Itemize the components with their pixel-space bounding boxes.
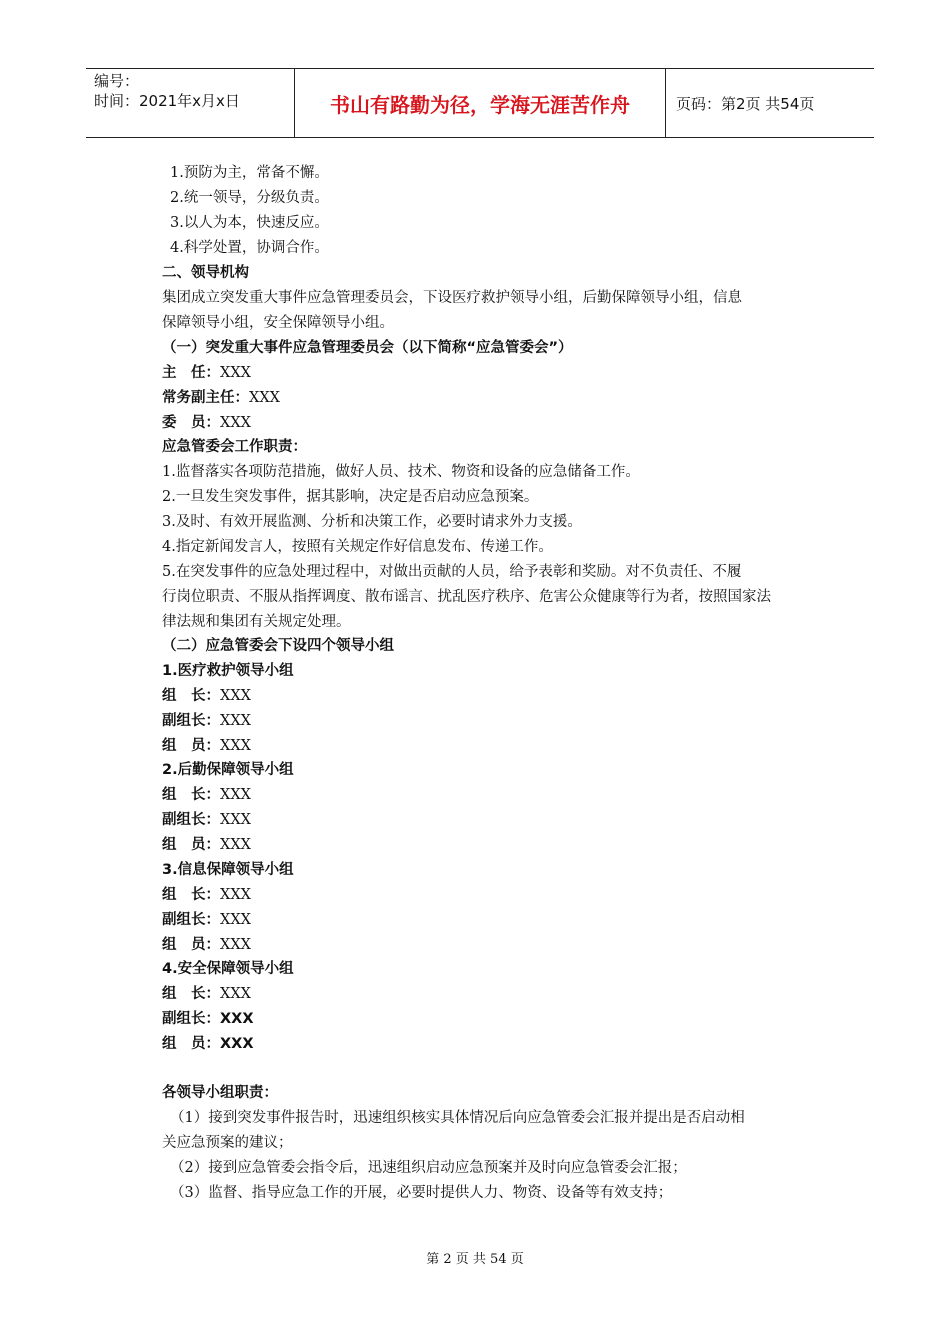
header-motto: 书山有路勤为径，学海无涯苦作舟 <box>295 69 666 137</box>
member-row <box>162 984 251 1004</box>
role-value: XXX <box>220 887 251 903</box>
role-label: 主 任： <box>162 365 220 381</box>
role-value: XXX <box>220 912 251 928</box>
member-row <box>162 885 251 905</box>
duty-item-cont: 律法规和集团有关规定处理。 <box>162 614 351 630</box>
principle-2: 2.统一领导，分级负责。 <box>170 190 329 206</box>
role-value: XXX <box>220 812 251 828</box>
member-row <box>162 388 280 408</box>
role-label: 组 员： <box>162 1036 220 1052</box>
section-heading: 二、领导机构 <box>162 265 249 281</box>
role-value: XXX <box>220 1036 254 1052</box>
page-footer: 第 2 页 共 54 页 <box>426 1252 524 1267</box>
role-value: XXX <box>220 738 251 754</box>
role-value: XXX <box>220 713 251 729</box>
group-heading: 2.后勤保障领导小组 <box>162 762 294 778</box>
duty-item: 3.及时、有效开展监测、分析和决策工作，必要时请求外力支援。 <box>162 514 582 530</box>
header-meta <box>86 69 295 137</box>
duty-item: 5.在突发事件的应急处理过程中，对做出贡献的人员，给予表彰和奖励。对不负责任、不履 <box>162 564 742 580</box>
role-label: 副组长： <box>162 912 220 928</box>
page-header <box>86 68 874 138</box>
subsection-heading: （一）突发重大事件应急管理委员会（以下简称“应急管委会”） <box>162 340 573 356</box>
duty-item: （3）监督、指导应急工作的开展，必要时提供人力、物资、设备等有效支持； <box>170 1185 673 1201</box>
role-value: XXX <box>220 937 251 953</box>
role-label: 常务副主任： <box>162 390 249 406</box>
time-label: 时间：2021年x月x日 <box>94 92 240 110</box>
group-heading: 3.信息保障领导小组 <box>162 862 294 878</box>
duty-item: （1）接到突发事件报告时，迅速组织核实具体情况后向应急管委会汇报并提出是否启动相 <box>170 1110 745 1126</box>
role-value: XXX <box>220 688 251 704</box>
group-heading: 4.安全保障领导小组 <box>162 961 294 977</box>
role-value: XXX <box>249 390 280 406</box>
role-label: 组 长： <box>162 688 220 704</box>
role-label: 副组长： <box>162 1011 220 1027</box>
role-label: 副组长： <box>162 713 220 729</box>
member-row <box>162 736 251 756</box>
role-label: 组 长： <box>162 986 220 1002</box>
role-value: XXX <box>220 986 251 1002</box>
principle-3: 3.以人为本，快速反应。 <box>170 215 329 231</box>
group-duties-heading: 各领导小组职责： <box>162 1085 278 1101</box>
number-label: 编号： <box>94 72 140 90</box>
member-row <box>162 810 251 830</box>
role-label: 组 员： <box>162 837 220 853</box>
paragraph-line: 集团成立突发重大事件应急管理委员会，下设医疗救护领导小组，后勤保障领导小组，信息 <box>162 290 742 306</box>
group-heading: 1.医疗救护领导小组 <box>162 663 294 679</box>
header-page-info: 页码：第2页 共54页 <box>676 94 815 113</box>
member-row <box>162 363 251 383</box>
role-label: 委 员： <box>162 415 220 431</box>
role-label: 组 长： <box>162 887 220 903</box>
member-row <box>162 935 251 955</box>
duty-item-cont: 行岗位职责、不服从指挥调度、散布谣言、扰乱医疗秩序、危害公众健康等行为者，按照国家法 <box>162 589 771 605</box>
principle-1: 1.预防为主，常备不懈。 <box>170 165 329 181</box>
role-label: 副组长： <box>162 812 220 828</box>
member-row <box>162 686 251 706</box>
role-value: XXX <box>220 837 251 853</box>
role-value: XXX <box>220 1011 254 1027</box>
duties-heading: 应急管委会工作职责： <box>162 439 307 455</box>
principle-4: 4.科学处置，协调合作。 <box>170 240 329 256</box>
member-row <box>162 785 251 805</box>
duty-item: （2）接到应急管委会指令后，迅速组织启动应急预案并及时向应急管委会汇报； <box>170 1160 687 1176</box>
role-label: 组 员： <box>162 738 220 754</box>
role-value: XXX <box>220 787 251 803</box>
role-value: XXX <box>220 415 251 431</box>
role-label: 组 员： <box>162 937 220 953</box>
member-row <box>162 413 251 433</box>
member-row <box>162 1009 254 1029</box>
role-label: 组 长： <box>162 787 220 803</box>
paragraph-line: 保障领导小组，安全保障领导小组。 <box>162 315 394 331</box>
member-row <box>162 1034 254 1054</box>
role-value: XXX <box>220 365 251 381</box>
member-row <box>162 910 251 930</box>
duty-item-cont: 关应急预案的建议； <box>162 1135 293 1151</box>
duty-item: 1.监督落实各项防范措施，做好人员、技术、物资和设备的应急储备工作。 <box>162 464 640 480</box>
duty-item: 4.指定新闻发言人，按照有关规定作好信息发布、传递工作。 <box>162 539 553 555</box>
subsection-heading: （二）应急管委会下设四个领导小组 <box>162 638 394 654</box>
member-row <box>162 711 251 731</box>
duty-item: 2.一旦发生突发事件，据其影响，决定是否启动应急预案。 <box>162 489 539 505</box>
member-row <box>162 835 251 855</box>
